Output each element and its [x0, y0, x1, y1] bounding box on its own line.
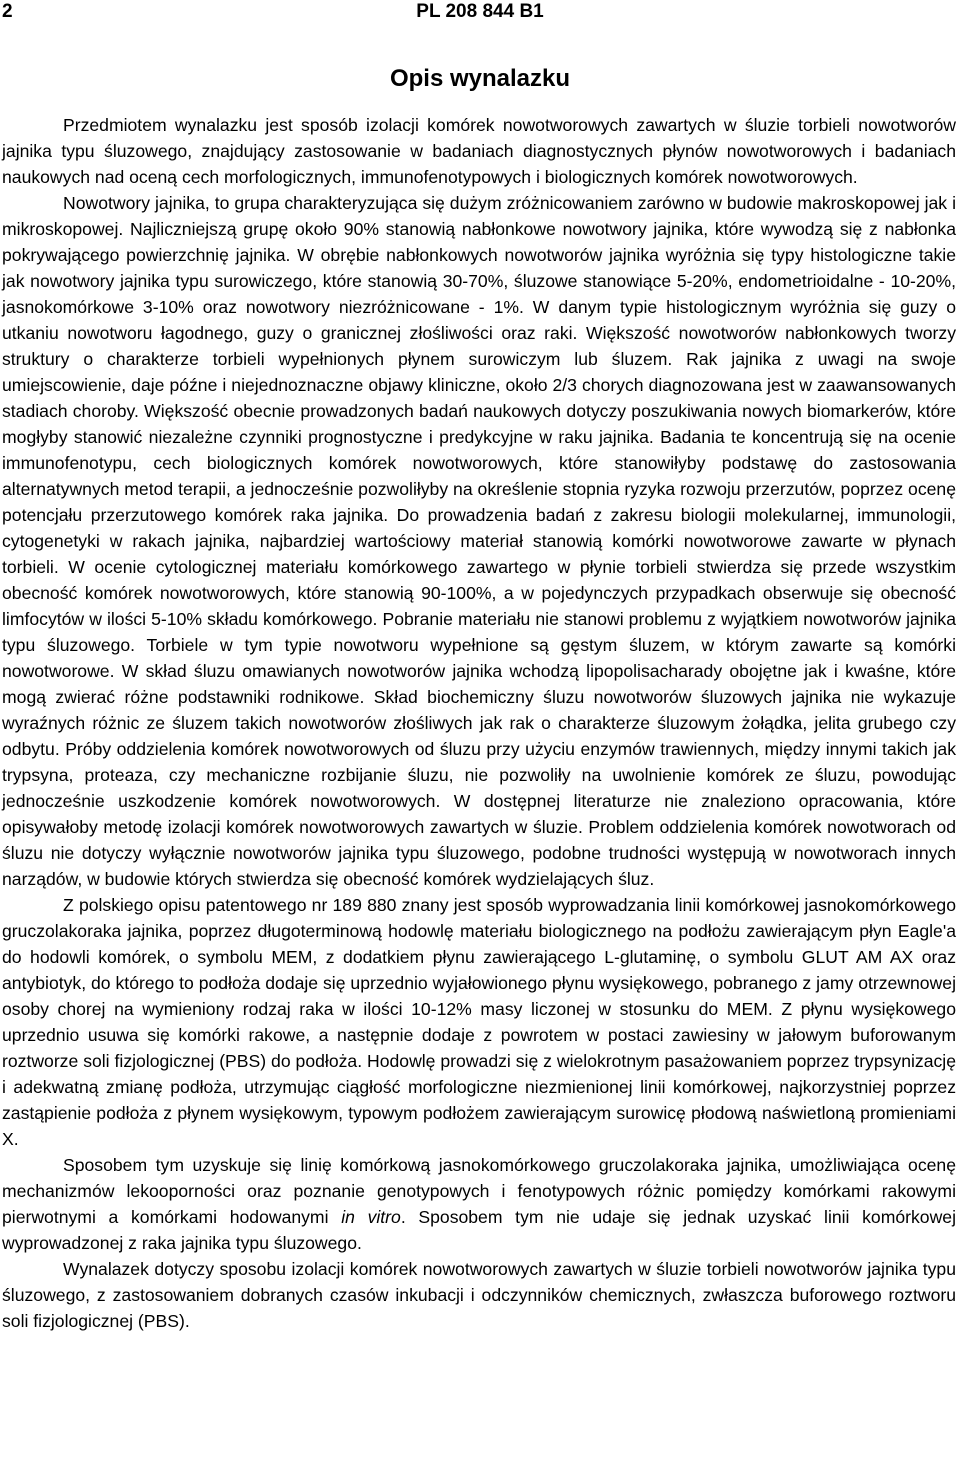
paragraph-5: Wynalazek dotyczy sposobu izolacji komórek nowotworowych zawartych w śluzie torbieli nowotworów jajnika typu śluzowego, z zastosowaniem dobranych czasów inkubacji i odczynników chemicznych, zwłaszcza buforowego roztworu soli fizjologicznej (PBS). — [2, 1259, 956, 1331]
paragraph-1: Przedmiotem wynalazku jest sposób izolacji komórek nowotworowych zawartych w śluzie torbieli nowotworów jajnika typu śluzowego, znajdujący zastosowanie w badaniach diagnostycznych płynów nowotworowych i badaniach naukowych nad oceną cech morfologicznych, immunofenotypowych i biologicznych komórek nowotworowych. — [2, 115, 956, 187]
page-number: 2 — [2, 1, 13, 22]
document-body — [2, 112, 956, 1334]
paragraph-3: Z polskiego opisu patentowego nr 189 880 znany jest sposób wyprowadzania linii komórkowej jasnokomórkowego gruczolakoraka jajnika, poprzez długoterminową hodowlę materiału biologicznego na podłożu zawierającym płyn Eagle'a do hodowli komórek, o symbolu MEM, z dodatkiem płynu zawierającego L-glutaminę, o symbolu GLUT AM AX oraz antybiotyk, do którego to podłoża dodaje się uprzednio wyjałowionego płynu wysiękowego, pobranego z jamy otrzewnowej osoby chorej na wymieniony rodzaj raka w ilości 10-12% masy liczonej w stosunku do MEM. Z płynu wysiękowego uprzednio usuwa się komórki rakowe, a następnie dodaje z powrotem w postaci zawiesiny w jałowym buforowanym roztworze soli fizjologicznej (PBS) do podłoża. Hodowlę prowadzi się z wielokrotnym pasażowaniem poprzez trypsynizację i adekwatną zmianę podłoża, utrzymując ciągłość morfologiczne niezmienionej linii komórkowej, najkorzystniej poprzez zastąpienie podłoża z płynem wysiękowym, typowym podłożem zawierającym surowicę płodową naświetloną promieniami X. — [2, 895, 956, 1149]
patent-number: PL 208 844 B1 — [416, 1, 544, 22]
document-title: Opis wynalazku — [389, 65, 571, 92]
paragraph-4 — [2, 1152, 956, 1256]
paragraph-4-italic: in vitro — [341, 1207, 401, 1227]
paragraph-2: Nowotwory jajnika, to grupa charakteryzująca się dużym zróżnicowaniem zarówno w budowie makroskopowej jak i mikroskopowej. Najliczniejszą grupę około 90% stanowią nabłonkowe nowotwory jajnika, które wywodzą się z nabłonka pokrywającego powierzchnię jajnika. W obrębie nabłonkowych nowotworów jajnika wyróżnia się typy histologiczne takie jak nowotwory jajnika typu surowiczego, które stanowią 30-70%, śluzowe stanowiące 5-20%, endometrioidalne - 10-20%, jasnokomórkowe 3-10% oraz nowotwory niezróżnicowane - 1%. W danym typie histologicznym wyróżnia się guzy o utkaniu nowotworu łagodnego, guzy o granicznej złośliwości oraz raki. Większość nowotworów nabłonkowych tworzy struktury o charakterze torbieli wypełnionych płynem surowiczym lub śluzem. Rak jajnika z uwagi na swoje umiejscowienie, daje późne i niejednoznaczne objawy kliniczne, około 2/3 chorych diagnozowana jest w zaawansowanych stadiach choroby. Większość obecnie prowadzonych badań naukowych dotyczy poszukiwania nowych biomarkerów, które mogłyby stanowić niezależne czynniki prognostyczne i predykcyjne w raku jajnika. Badania te koncentrują się na ocenie immunofenotypu, cech biologicznych komórek nowotworowych, które stanowiłyby podstawę do zastosowania alternatywnych metod terapii, a jednocześnie pozwoliłyby na określenie stopnia ryzyka rozwoju przerzutów, poprzez ocenę potencjału przerzutowego komórek raka jajnika. Do prowadzenia badań z zakresu biologii molekularnej, immunologii, cytogenetyki w rakach jajnika, najbardziej wartościowy materiał stanowią komórki nowotworowe zawarte w płynach torbieli. W ocenie cytologicznej materiału komórkowego zawartego w płynie torbieli stwierdza się przede wszystkim obecność komórek nowotworowych, które stanowią 90-100%, a w pojedynczych przypadkach obserwuje się obecność limfocytów w ilości 5-10% składu komórkowego. Pobranie materiału nie stanowi problemu z wyjątkiem nowotworów jajnika typu śluzowego. Torbiele w tym typie nowotworu wypełnione są gęstym śluzem, w którym zawarte są komórki nowotworowe. W skład śluzu omawianych nowotworów jajnika wchodzą lipopolisacharady obojętne jak i kwaśne, które mogą zwierać różne podstawniki rodnikowe. Skład biochemiczny śluzu nowotworów śluzowych jajnika nie wykazuje wyraźnych różnic ze śluzem takich nowotworów złośliwych jak rak o charakterze śluzowym żołądka, jelita grubego czy odbytu. Próby oddzielenia komórek nowotworowych od śluzu przy użyciu enzymów trawiennych, między innymi takich jak trypsyna, proteaza, czy mechaniczne rozbijanie śluzu, nie pozwoliły na uwolnienie komórek ze śluzu, powodując jednocześnie uszkodzenie komórek nowotworowych. W dostępnej literaturze nie znaleziono opracowania, które opisywałoby metodę izolacji komórek nowotworowych zawartych w śluzie. Problem oddzielenia komórek nowotworach od śluzu nie dotyczy wyłącznie nowotworów jajnika typu śluzowego, podobne trudności występują w nowotworach innych narządów, w budowie których stwierdza się obecność komórek wydzielających śluz. — [2, 193, 956, 889]
paragraph-4-part-2: . Sposobem tym nie udaje się jednak uzyskać linii komórkowej wyprowadzonej z raka jajnika typu śluzowego. — [2, 1207, 956, 1253]
paragraph-4-part-1: Sposobem tym uzyskuje się linię komórkową jasnokomórkowego gruczolakoraka jajnika, umożliwiająca ocenę mechanizmów lekooporności oraz poznanie genotypowych i fenotypowych różnic pomiędzy komórkami rakowymi pierwotnymi a komórkami hodowanymi — [2, 1155, 956, 1227]
